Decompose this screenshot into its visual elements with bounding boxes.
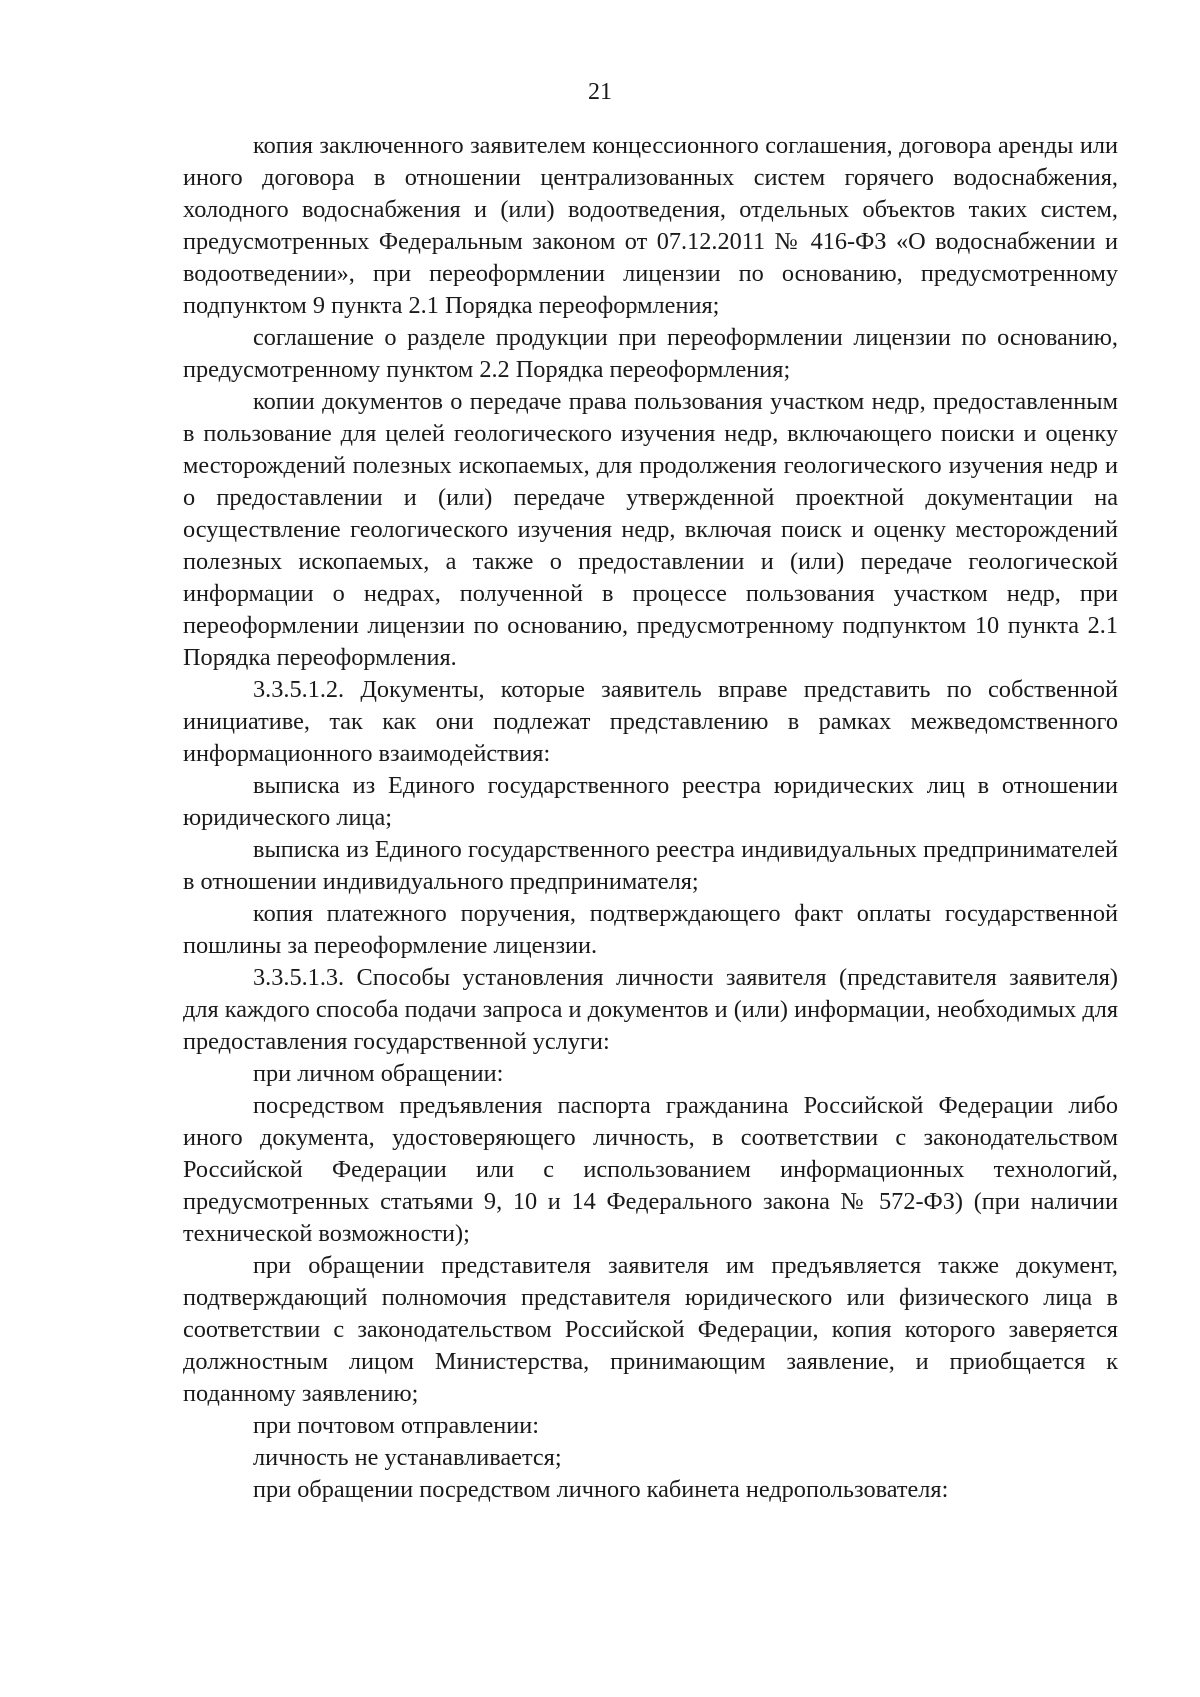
paragraph: при личном обращении: [253, 1060, 504, 1087]
paragraph: выписка из Единого государственного реестра индивидуальных предпринимателей в отношении индивидуального предпринимателя; [183, 836, 1118, 895]
document-body [183, 130, 1118, 1506]
paragraph: выписка из Единого государственного реестра юридических лиц в отношении юридического лица; [183, 772, 1118, 831]
paragraph: при обращении представителя заявителя им предъявляется также документ, подтверждающий полномочия представителя юридического или физического лица в соответствии с законодательством Российской Федерации, копия которого заверяется должностным лицом Министерства, принимающим заявление, и приобщается к поданному заявлению; [183, 1252, 1118, 1407]
paragraph: копия платежного поручения, подтверждающего факт оплаты государственной пошлины за переоформление лицензии. [183, 900, 1118, 959]
paragraph: соглашение о разделе продукции при переоформлении лицензии по основанию, предусмотренному пунктом 2.2 Порядка переоформления; [183, 324, 1118, 383]
paragraph: копии документов о передаче права пользования участком недр, предоставленным в пользование для целей геологического изучения недр, включающего поиски и оценку месторождений полезных ископаемых, для продолжения геологического изучения недр и о предоставлении и (или) передаче утвержденной проектной документации на осуществление геологического изучения недр, включая поиск и оценку месторождений полезных ископаемых, а также о предоставлении и (или) передаче геологической информации о недрах, полученной в процессе пользования участком недр, при переоформлении лицензии по основанию, предусмотренному подпунктом 10 пункта 2.1 Порядка переоформления. [183, 388, 1118, 671]
paragraph: посредством предъявления паспорта гражданина Российской Федерации либо иного документа, удостоверяющего личность, в соответствии с законодательством Российской Федерации или с использованием информационных технологий, предусмотренных статьями 9, 10 и 14 Федерального закона № 572-ФЗ) (при наличии технической возможности); [183, 1092, 1118, 1247]
paragraph: 3.3.5.1.3. Способы установления личности заявителя (представителя заявителя) для каждого способа подачи запроса и документов и (или) информации, необходимых для предоставления государственной услуги: [183, 964, 1118, 1055]
paragraph: копия заключенного заявителем концессионного соглашения, договора аренды или иного договора в отношении централизованных систем горячего водоснабжения, холодного водоснабжения и (или) водоотведения, отдельных объектов таких систем, предусмотренных Федеральным законом от 07.12.2011 № 416-ФЗ «О водоснабжении и водоотведении», при переоформлении лицензии по основанию, предусмотренному подпунктом 9 пункта 2.1 Порядка переоформления; [183, 132, 1118, 319]
paragraph: 3.3.5.1.2. Документы, которые заявитель вправе представить по собственной инициативе, так как они подлежат представлению в рамках межведомственного информационного взаимодействия: [183, 676, 1118, 767]
page-number: 21 [588, 79, 612, 105]
paragraph: при почтовом отправлении: [253, 1412, 540, 1439]
paragraph: личность не устанавливается; [253, 1444, 562, 1471]
paragraph: при обращении посредством личного кабинета недропользователя: [253, 1476, 949, 1503]
